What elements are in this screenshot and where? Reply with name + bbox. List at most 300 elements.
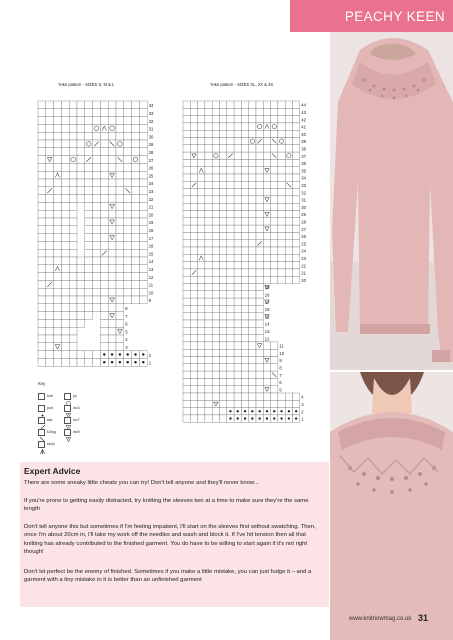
chart-cell: [241, 378, 248, 385]
row-number-label: 35: [301, 168, 306, 174]
chart-cell: [198, 415, 205, 422]
chart-cell: [278, 181, 285, 188]
chart-cell: [198, 349, 205, 356]
chart-cell: [198, 298, 205, 305]
chart-cell: [190, 138, 197, 145]
chart-cell: [198, 130, 205, 137]
ssk-symbol-icon: [38, 417, 45, 424]
chart-cell: [293, 276, 300, 283]
chart-cell: [205, 342, 212, 349]
chart-cell: [234, 371, 241, 378]
chart-cell: [190, 196, 197, 203]
chart-cell: [190, 284, 197, 291]
chart-cell: [190, 189, 197, 196]
chart-cell: [198, 101, 205, 108]
chart-cell: [263, 254, 270, 261]
chart-cell: [271, 101, 278, 108]
chart-cell: [205, 386, 212, 393]
chart-cell: [278, 232, 285, 239]
chart-cell: [293, 159, 300, 166]
chart-cell: [241, 189, 248, 196]
purl-symbol: [280, 417, 282, 419]
chart-cell: [263, 159, 270, 166]
chart-cell: [285, 108, 292, 115]
chart-cell: [271, 254, 278, 261]
row-number-label: 14: [148, 259, 154, 265]
key-label: yo: [73, 394, 77, 398]
chart-cell: [183, 320, 190, 327]
key-label: ssk: [47, 418, 53, 422]
chart-cell: [234, 145, 241, 152]
chart-cell: [271, 181, 278, 188]
chart-cell: [241, 320, 248, 327]
purl-symbol-icon: [38, 405, 45, 412]
chart-cell: [293, 116, 300, 123]
chart-cell: [293, 108, 300, 115]
svg-text:7: 7: [67, 426, 70, 429]
chart-cell: [227, 291, 234, 298]
chart-cell: [227, 371, 234, 378]
key-label: inc9: [73, 430, 80, 434]
chart-cell: [234, 240, 241, 247]
chart-cell: [198, 247, 205, 254]
row-number-label: 41: [301, 124, 306, 130]
row-number-label: 20: [301, 277, 306, 283]
chart-cell: [227, 108, 234, 115]
row-number-label: 26: [148, 165, 154, 171]
row-number-label: 7: [125, 313, 128, 319]
chart-cell: [227, 349, 234, 356]
chart-cell: [249, 159, 256, 166]
chart-cell: [190, 305, 197, 312]
chart-cell: [293, 269, 300, 276]
chart-cell: [227, 298, 234, 305]
chart-cell: [220, 152, 227, 159]
chart-cell: [263, 393, 270, 400]
inc9-symbol-icon: [64, 426, 71, 441]
chart-cell: [227, 254, 234, 261]
chart-cell: [234, 276, 241, 283]
chart-cell: [190, 386, 197, 393]
chart-cell: [205, 211, 212, 218]
chart-cell: [198, 284, 205, 291]
chart-cell: [285, 123, 292, 130]
chart-cell: [212, 408, 219, 415]
chart-cell: [212, 298, 219, 305]
chart-cell: [278, 116, 285, 123]
chart-cell: [249, 378, 256, 385]
row-number-label: 9: [148, 298, 152, 304]
chart-cell: [198, 371, 205, 378]
chart-cell: [241, 138, 248, 145]
purl-symbol: [288, 417, 290, 419]
chart-cell: [198, 291, 205, 298]
row-number-label: 29: [148, 142, 154, 148]
chart-cell: [183, 400, 190, 407]
chart-cell: [271, 108, 278, 115]
chart-cell: [183, 211, 190, 218]
chart-cell: [205, 335, 212, 342]
chart-cell: [198, 342, 205, 349]
chart-cell: [285, 262, 292, 269]
chart-cell: [256, 189, 263, 196]
chart-cell: [256, 254, 263, 261]
chart-cell: [198, 335, 205, 342]
row-number-label: 31: [148, 126, 154, 132]
chart-cell: [183, 393, 190, 400]
chart-cell: [198, 364, 205, 371]
chart-cell: [220, 291, 227, 298]
chart-cell: [293, 218, 300, 225]
chart-cell: [256, 313, 263, 320]
chart-cell: [241, 232, 248, 239]
chart-cell: [249, 262, 256, 269]
chart-cell: [263, 262, 270, 269]
chart-cell: [241, 196, 248, 203]
row-number-label: 19: [264, 285, 270, 291]
chart-cell: [212, 357, 219, 364]
row-number-label: 18: [264, 292, 270, 298]
chart-cell: [293, 262, 300, 269]
chart-cell: [278, 152, 285, 159]
chart-cell: [220, 393, 227, 400]
row-number-label: 33: [301, 183, 306, 188]
row-number-label: 5: [125, 329, 128, 335]
chart-cell: [278, 262, 285, 269]
chart-cell: [183, 276, 190, 283]
knit-symbol-icon: [38, 393, 45, 400]
chart-cell: [227, 145, 234, 152]
chart-cell: [212, 116, 219, 123]
chart-cell: [220, 313, 227, 320]
chart-cell: [271, 240, 278, 247]
chart-cell: [212, 284, 219, 291]
chart-cell: [198, 305, 205, 312]
chart-cell: [212, 101, 219, 108]
chart-cell: [227, 159, 234, 166]
purl-symbol: [295, 410, 297, 412]
row-number-label: 8: [125, 306, 128, 311]
chart-cell: [205, 408, 212, 415]
chart-cell: [256, 152, 263, 159]
chart-cell: [256, 386, 263, 393]
row-number-label: 37: [301, 153, 306, 159]
chart-cell: [249, 181, 256, 188]
chart-cell: [271, 189, 278, 196]
expert-advice-box: [20, 462, 329, 607]
chart-cell: [278, 159, 285, 166]
chart-cell: [249, 269, 256, 276]
chart-cell: [278, 400, 285, 407]
chart-cell: [212, 196, 219, 203]
chart-cell: [285, 196, 292, 203]
chart-cell: [241, 240, 248, 247]
chart-cell: [256, 101, 263, 108]
chart-cell: [220, 123, 227, 130]
purl-symbol: [258, 417, 260, 419]
row-number-label: 3: [125, 345, 128, 350]
row-number-label: 10: [279, 350, 285, 356]
chart-cell: [212, 254, 219, 261]
chart-cell: [198, 196, 205, 203]
chart-cell: [183, 371, 190, 378]
chart-cell: [278, 225, 285, 232]
row-number-label: 22: [148, 196, 154, 202]
chart-cell: [227, 276, 234, 283]
chart-cell: [183, 349, 190, 356]
chart-cell: [241, 123, 248, 130]
chart-cell: [249, 342, 256, 349]
chart-cell: [183, 247, 190, 254]
chart-cell: [278, 247, 285, 254]
chart-cell: [278, 393, 285, 400]
purl-symbol: [251, 410, 253, 412]
chart-cell: [249, 167, 256, 174]
chart-cell: [220, 218, 227, 225]
chart-cell: [256, 225, 263, 232]
chart-cell: [293, 101, 300, 108]
chart-cell: [234, 225, 241, 232]
chart-cell: [234, 189, 241, 196]
chart-cell: [212, 152, 219, 159]
chart-cell: [220, 247, 227, 254]
chart-cell: [227, 342, 234, 349]
chart-cell: [263, 378, 270, 385]
chart-cell: [205, 167, 212, 174]
chart-cell: [256, 218, 263, 225]
sk2p-symbol-icon: [38, 441, 45, 448]
chart-cell: [256, 211, 263, 218]
chart-cell: [220, 415, 227, 422]
chart-cell: [205, 189, 212, 196]
row-number-label: 1: [301, 416, 304, 422]
chart-cell: [227, 181, 234, 188]
chart-cell: [183, 313, 190, 320]
chart-cell: [198, 240, 205, 247]
key-label: inc3: [73, 406, 80, 410]
chart-cell: [227, 262, 234, 269]
chart-cell: [271, 349, 278, 356]
chart-cell: [234, 378, 241, 385]
chart-cell: [256, 130, 263, 137]
chart-cell: [256, 269, 263, 276]
key-label: knit: [47, 394, 53, 398]
row-number-label: 39: [301, 139, 306, 145]
chart-cell: [271, 225, 278, 232]
chart-cell: [234, 108, 241, 115]
chart-cell: [183, 335, 190, 342]
inc7-symbol-icon: [64, 414, 71, 429]
chart-cell: [271, 130, 278, 137]
chart-cell: [212, 159, 219, 166]
chart-cell: [183, 116, 190, 123]
row-number-label: 28: [301, 219, 306, 225]
chart-cell: [227, 313, 234, 320]
chart-cell: [205, 364, 212, 371]
chart-cell: [183, 203, 190, 210]
chart-cell: [198, 203, 205, 210]
chart-cell: [205, 313, 212, 320]
chart-cell: [271, 342, 278, 349]
chart-cell: [220, 174, 227, 181]
chart-cell: [241, 130, 248, 137]
chart-cell: [249, 211, 256, 218]
chart-cell: [241, 364, 248, 371]
chart-cell: [285, 240, 292, 247]
row-number-label: 27: [148, 157, 154, 163]
chart-cell: [212, 174, 219, 181]
chart-cell: [249, 225, 256, 232]
row-number-label: 1: [148, 360, 152, 366]
row-number-label: 2: [148, 352, 152, 358]
chart-cell: [234, 174, 241, 181]
chart-cell: [271, 196, 278, 203]
chart-cell: [205, 138, 212, 145]
chart-cell: [241, 393, 248, 400]
chart-cell: [234, 247, 241, 254]
chart-cell: [241, 305, 248, 312]
chart-cell: [220, 276, 227, 283]
chart-cell: [212, 123, 219, 130]
chart-cell: [183, 159, 190, 166]
chart-cell: [190, 378, 197, 385]
row-number-label: 23: [301, 256, 306, 261]
chart-cell: [278, 174, 285, 181]
chart-cell: [293, 174, 300, 181]
chart-cell: [285, 152, 292, 159]
chart-cell: [241, 313, 248, 320]
chart-cell: [212, 305, 219, 312]
row-number-label: 10: [148, 290, 154, 296]
chart-cell: [256, 349, 263, 356]
model-photo-closeup: [330, 372, 453, 640]
chart-cell: [293, 203, 300, 210]
chart-cell: [190, 167, 197, 174]
chart-cell: [198, 232, 205, 239]
chart-cell: [190, 364, 197, 371]
chart-cell: [249, 203, 256, 210]
row-number-label: 6: [125, 321, 128, 327]
chart-cell: [227, 203, 234, 210]
chart-cell: [278, 189, 285, 196]
chart-cell: [198, 320, 205, 327]
chart-cell: [205, 262, 212, 269]
svg-text:3: 3: [67, 414, 70, 417]
chart-cell: [271, 378, 278, 385]
chart-cell: [285, 167, 292, 174]
chart-cell: [183, 196, 190, 203]
chart-cell: [256, 284, 263, 291]
chart-cell: [190, 232, 197, 239]
purl-symbol: [273, 417, 275, 419]
chart-cell: [249, 254, 256, 261]
chart-cell: [198, 108, 205, 115]
chart-cell: [183, 262, 190, 269]
chart-cell: [241, 203, 248, 210]
chart-cell: [234, 123, 241, 130]
chart-cell: [278, 240, 285, 247]
chart-cell: [190, 291, 197, 298]
chart-cell: [190, 400, 197, 407]
chart-cell: [293, 189, 300, 196]
chart-cell: [183, 123, 190, 130]
chart-cell: [205, 320, 212, 327]
chart-cell: [256, 371, 263, 378]
chart-cell: [271, 203, 278, 210]
chart-cell: [234, 181, 241, 188]
chart-cell: [256, 247, 263, 254]
chart-cell: [212, 211, 219, 218]
chart-cell: [220, 211, 227, 218]
chart-cell: [190, 145, 197, 152]
chart-cell: [227, 386, 234, 393]
chart-cell: [212, 313, 219, 320]
key-label: k2tog: [47, 430, 56, 434]
chart-cell: [205, 371, 212, 378]
chart-cell: [271, 357, 278, 364]
chart-cell: [263, 101, 270, 108]
chart-cell: [227, 327, 234, 334]
purl-symbol: [280, 410, 282, 412]
chart-cell: [234, 298, 241, 305]
chart-cell: [285, 276, 292, 283]
chart-cell: [205, 269, 212, 276]
chart-cell: [183, 167, 190, 174]
row-number-label: 28: [148, 150, 154, 155]
chart-cell: [249, 327, 256, 334]
chart-cell: [256, 305, 263, 312]
chart-cell: [190, 203, 197, 210]
chart-cell: [241, 269, 248, 276]
yo-symbol-icon: [64, 393, 71, 400]
chart-cell: [263, 130, 270, 137]
chart-cell: [256, 232, 263, 239]
chart-cell: [263, 400, 270, 407]
chart-cell: [278, 276, 285, 283]
chart-cell: [183, 364, 190, 371]
row-number-label: 9: [279, 358, 282, 364]
chart-cell: [249, 320, 256, 327]
purl-symbol: [229, 417, 231, 419]
chart-cell: [227, 284, 234, 291]
chart-cell: [190, 342, 197, 349]
chart-cell: [198, 225, 205, 232]
chart-cell: [190, 327, 197, 334]
chart-cell: [205, 349, 212, 356]
chart-cell: [293, 138, 300, 145]
chart-cell: [241, 108, 248, 115]
chart-cell: [256, 174, 263, 181]
chart-cell: [263, 364, 270, 371]
chart-cell: [241, 291, 248, 298]
chart-cell: [234, 305, 241, 312]
chart-cell: [183, 298, 190, 305]
chart-cell: [183, 357, 190, 364]
chart-cell: [256, 378, 263, 385]
chart-cell: [227, 400, 234, 407]
chart-cell: [263, 181, 270, 188]
chart-cell: [227, 357, 234, 364]
row-number-label: 16: [264, 307, 270, 313]
chart-cell: [190, 276, 197, 283]
chart-cell: [234, 327, 241, 334]
chart-cell: [183, 284, 190, 291]
row-number-label: 7: [279, 372, 282, 378]
row-number-label: 13: [264, 329, 270, 334]
chart-cell: [249, 313, 256, 320]
row-number-label: 11: [279, 343, 284, 349]
chart-cell: [263, 349, 270, 356]
